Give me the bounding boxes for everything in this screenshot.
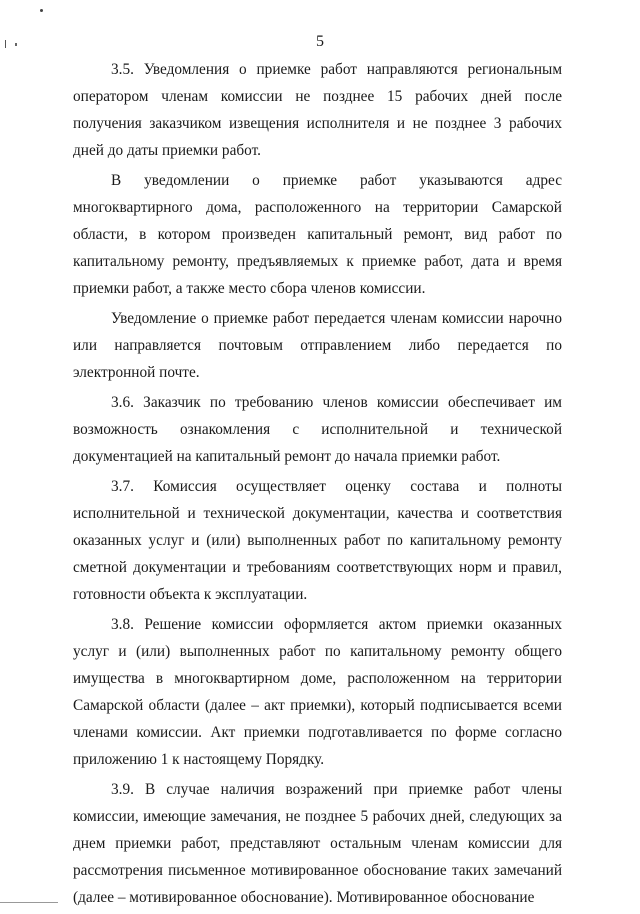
scan-edge-line <box>0 902 58 903</box>
paragraph-3-7: 3.7. Комиссия осуществляет оценку состава и полноты исполнительной и технической документации, качества и соответствия оказанных услуг и (или) выполненных работ по капитальному ремонту сметной документации и требованиям соответствующих норм и правил, готовности объекта к эксплуатации. <box>73 478 562 603</box>
page-number: 5 <box>316 33 324 50</box>
paragraph-notice-delivery: Уведомление о приемке работ передается членам комиссии нарочно или направляется почтовым отправлением либо передается по электронной почте. <box>73 310 562 381</box>
document-body <box>73 56 562 914</box>
paragraph-3-9: 3.9. В случае наличия возражений при приемке работ члены комиссии, имеющие замечания, не позднее 5 рабочих дней, следующих за днем приемки работ, представляют остальным членам комиссии для рассмотрения письменное мотивированное обоснование таких замечаний (далее – мотивированное обоснование). Мотивированное обоснование <box>73 781 562 906</box>
paragraph-notice-contents: В уведомлении о приемке работ указываются адрес многоквартирного дома, расположенного на территории Самарской области, в котором произведен капитальный ремонт, вид работ по капитальному ремонту, предъявляемых к приемке работ, дата и время приемки работ, а также место сбора членов комиссии. <box>73 172 562 297</box>
scan-mark <box>40 9 43 12</box>
paragraph-3-8: 3.8. Решение комиссии оформляется актом приемки оказанных услуг и (или) выполненных работ по капитальному ремонту общего имущества в многоквартирном доме, расположенном на территории Самарской области (далее – акт приемки), который подписывается всеми членами комиссии. Акт приемки подготавливается по форме согласно приложению 1 к настоящему Порядку. <box>73 616 562 768</box>
paragraph-3-6: 3.6. Заказчик по требованию членов комиссии обеспечивает им возможность ознакомления с исполнительной и технической документацией на капитальный ремонт до начала приемки работ. <box>73 394 562 465</box>
paragraph-3-5: 3.5. Уведомления о приемке работ направляются региональным оператором членам комиссии не позднее 15 рабочих дней после получения заказчиком извещения исполнителя и не позднее 3 рабочих дней до даты приемки работ. <box>73 61 562 159</box>
